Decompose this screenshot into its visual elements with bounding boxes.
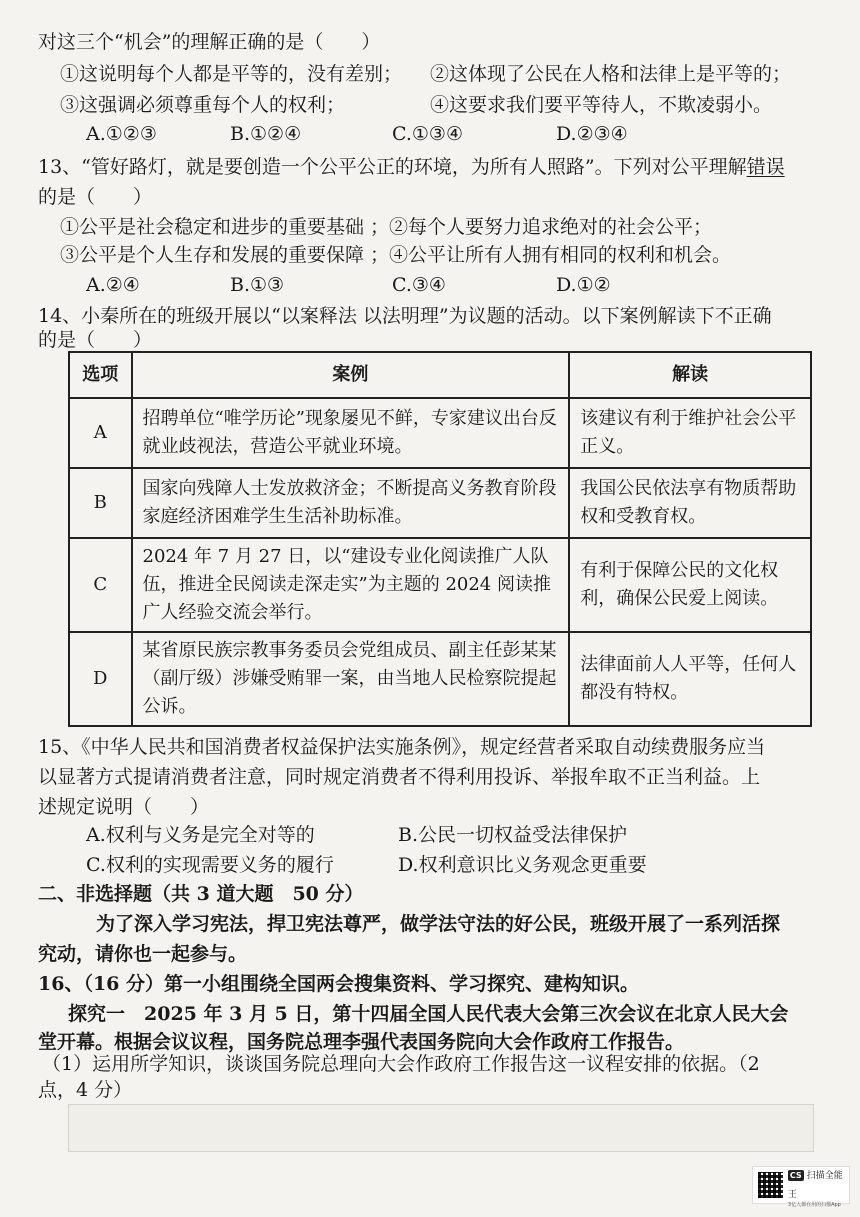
table-row (69, 398, 811, 468)
q12-statement-3: ③这强调必须尊重每个人的权利； (60, 94, 346, 116)
q14-stem: 14、小秦所在的班级开展以“以案释法 以法明理”为议题的活动。以下案例解读下不正确 (38, 305, 772, 327)
answer-area[interactable] (68, 1104, 814, 1152)
q12-option-d[interactable]: D.②③④ (556, 123, 628, 145)
q14-case-table (68, 351, 812, 727)
cs-logo: CS (789, 1170, 802, 1180)
q15-option-b[interactable]: B.公民一切权益受法律保护 (398, 824, 628, 846)
q16-explore1-line-1: 探究一 2025 年 3 月 5 日，第十四届全国人民代表大会第三次会议在北京人民大会 (68, 1003, 789, 1025)
q13-option-a[interactable]: A.②④ (86, 274, 140, 296)
q16-title: 16、（16 分）第一小组围绕全国两会搜集资料、学习探究、建构知识。 (38, 973, 639, 995)
q15-option-c[interactable]: C.权利的实现需要义务的履行 (86, 854, 334, 876)
q13-option-d[interactable]: D.①② (556, 274, 611, 296)
q13-stem-end: 的是（ ） (38, 186, 153, 208)
q12-statement-1: ①这说明每个人都是平等的，没有差别； (60, 63, 403, 85)
table-row (69, 632, 811, 726)
row-key[interactable]: D (69, 632, 132, 726)
q13-emphasis: 错误 (746, 156, 785, 178)
table-row (69, 538, 811, 632)
scanner-watermark (752, 1166, 850, 1208)
row-case: 招聘单位“唯学历论”现象屡见不鲜，专家建议出台反就业歧视法，营造公平就业环境。 (132, 398, 570, 468)
q12-option-a[interactable]: A.①②③ (86, 123, 157, 145)
row-reading: 我国公民依法享有物质帮助权和受教育权。 (569, 468, 811, 538)
q12-option-b[interactable]: B.①②④ (230, 123, 302, 145)
q13-option-c[interactable]: C.③④ (392, 274, 446, 296)
q12-statement-4: ④这要求我们要平等待人，不欺凌弱小。 (430, 94, 773, 116)
q13-stem: 13、“管好路灯，就是要创造一个公平公正的环境，为所有人照路”。下列对公平理解错误 (38, 156, 785, 178)
scanner-tagline: 3亿人都在用的扫描App (787, 1201, 841, 1208)
q15-stem-line-3: 述规定说明（ ） (38, 796, 210, 818)
q13-statements-1-2: ①公平是社会稳定和进步的重要基础 ；②每个人要努力追求绝对的社会公平； (60, 216, 713, 238)
header-reading: 解读 (569, 352, 811, 398)
part2-title: 二、非选择题（共 3 道大题 50 分） (38, 883, 364, 905)
qr-code-icon (758, 1172, 783, 1198)
row-key[interactable]: C (69, 538, 132, 632)
q13-option-b[interactable]: B.①③ (230, 274, 285, 296)
part2-intro-1: 为了深入学习宪法，捍卫宪法尊严，做学法守法的好公民，班级开展了一系列活探 (96, 913, 781, 935)
row-case: 某省原民族宗教事务委员会党组成员、副主任彭某某（副厅级）涉嫌受贿罪一案，由当地人民检察院提起公诉。 (132, 632, 570, 726)
table-header-row (69, 352, 811, 398)
row-key[interactable]: B (69, 468, 132, 538)
header-case: 案例 (132, 352, 570, 398)
q12-stem: 对这三个“机会”的理解正确的是（ ） (38, 31, 381, 53)
q13-statements-3-4: ③公平是个人生存和发展的重要保障 ；④公平让所有人拥有相同的权利和机会。 (60, 244, 732, 266)
row-reading: 该建议有利于维护社会公平正义。 (569, 398, 811, 468)
q15-stem-line-1: 15、《中华人民共和国消费者权益保护法实施条例》，规定经营者采取自动续费服务应当 (38, 736, 766, 758)
q12-option-c[interactable]: C.①③④ (392, 123, 463, 145)
q12-statement-2: ②这体现了公民在人格和法律上是平等的； (430, 63, 792, 85)
q15-option-a[interactable]: A.权利与义务是完全对等的 (86, 824, 315, 846)
row-case: 2024 年 7 月 27 日，以“建设专业化阅读推广人队伍，推进全民阅读走深走实”为主题的 2024 阅读推广人经验交流会举行。 (132, 538, 570, 632)
row-key[interactable]: A (69, 398, 132, 468)
row-case: 国家向残障人士发放救济金；不断提高义务教育阶段家庭经济困难学生生活补助标准。 (132, 468, 570, 538)
q15-stem-line-2: 以显著方式提请消费者注意，同时规定消费者不得利用投诉、举报牟取不正当利益。上 (38, 766, 761, 788)
row-reading: 法律面前人人平等，任何人都没有特权。 (569, 632, 811, 726)
table-row (69, 468, 811, 538)
q16-sub1-line-2: 点，4 分） (38, 1079, 133, 1101)
row-reading: 有利于保障公民的文化权利，确保公民爱上阅读。 (569, 538, 811, 632)
q14-stem-end: 的是（ ） (38, 329, 153, 351)
q15-option-d[interactable]: D.权利意识比义务观念更重要 (398, 854, 647, 876)
q16-sub1-line-1: （1）运用所学知识，谈谈国务院总理向大会作政府工作报告这一议程安排的依据。（2 (42, 1053, 760, 1075)
header-option: 选项 (69, 352, 132, 398)
q16-explore1-line-2: 堂开幕。根据会议议程，国务院总理李强代表国务院向大会作政府工作报告。 (38, 1031, 685, 1053)
part2-intro-2: 究动，请你也一起参与。 (38, 943, 248, 965)
scanner-brand: 扫描全能王 (787, 1170, 843, 1200)
